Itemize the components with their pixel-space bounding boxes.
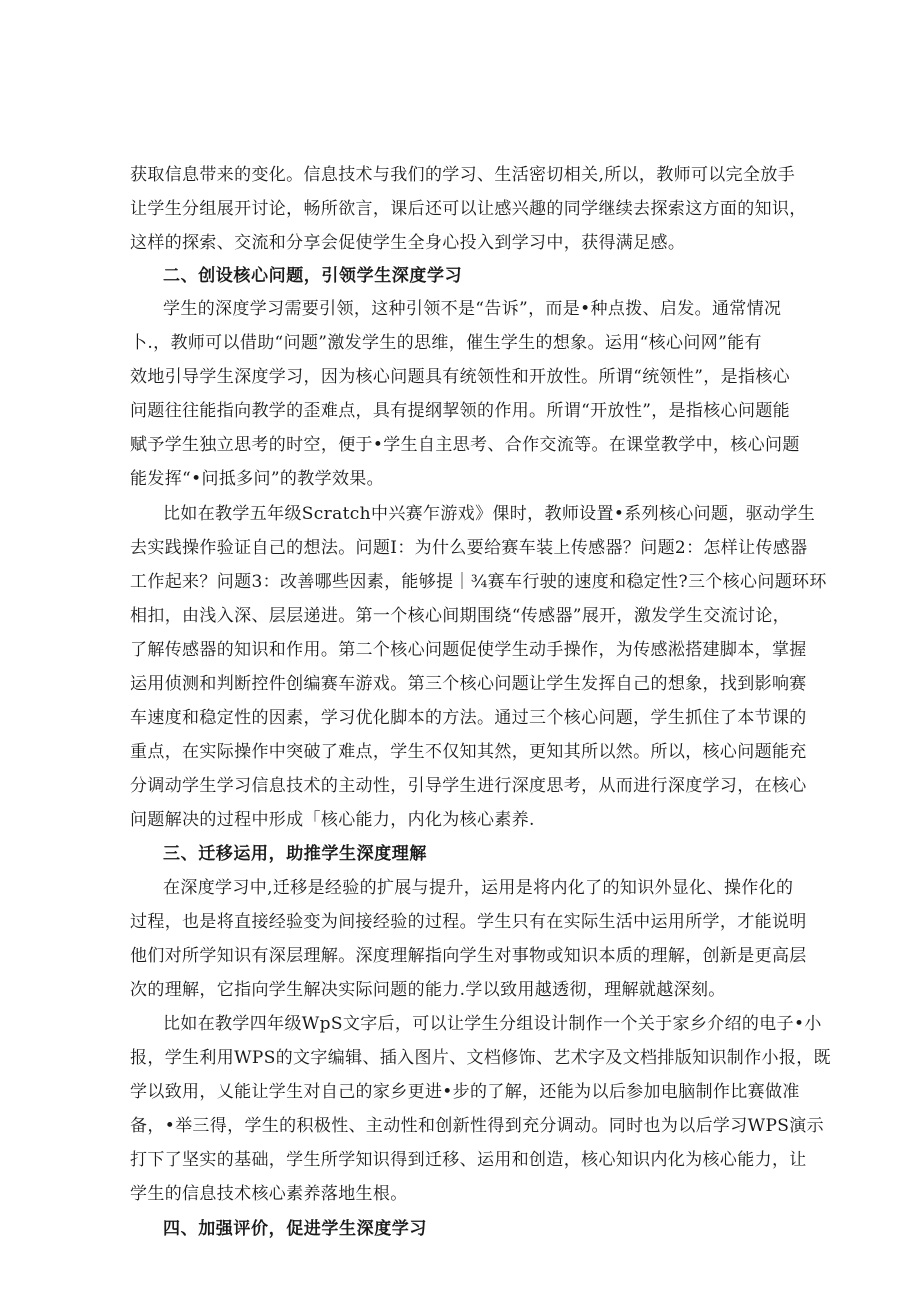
- text-line: 问题解决的过程中形成「核心能力，内化为核心素养.: [130, 810, 535, 830]
- text-line: 学以致用，乂能让学生对自己的家乡更进•步的了解，还能为以后参加电脑制作比赛做准: [130, 1082, 800, 1102]
- text-line: 在深度学习中,迁移是经验的扩展与提升，运用是将内化了的知识外显化、操作化的: [163, 878, 794, 898]
- text-line: 工作起来？问题3：改善哪些因素，能够提｜¾赛车行驶的速度和稳定性?三个核心问题环环: [130, 572, 827, 592]
- text-line: 打下了坚实的基础，学生所学知识得到迁移、运用和创造，核心知识内化为核心能力，让: [130, 1150, 807, 1170]
- text-line: 比如在教学四年级WpS文字后，可以让学生分组设计制作一个关于家乡介绍的电子•小: [163, 1014, 822, 1034]
- section-heading-3: 三、迁移运用，助推学生深度理解: [163, 844, 427, 864]
- text-line: 去实践操作验证自己的想法。问题I：为什么要给赛车装上传感器？问题2：怎样让传感器: [130, 538, 808, 558]
- text-line: 过程，也是将直接经验变为间接经验的过程。学生只有在实际生活中运用所学，才能说明: [130, 912, 807, 932]
- text-line: 学生的深度学习需要引领，这种引领不是“告诉”，而是•种点拨、启发。通常情况: [163, 299, 782, 319]
- text-line: 备，•举三得，学生的积极性、主动性和创新性得到充分调动。同时也为以后学习WPS演示: [130, 1116, 824, 1136]
- text-line: 问题往往能指向教学的歪难点，具有提纲挈领的作用。所谓“开放性”，是指核心问题能: [130, 401, 791, 421]
- text-line: 他们对所学知识有深层理解。深度理解指向学生对事物或知识本质的理解，创新是更高层: [130, 946, 807, 966]
- text-line: 赋予学生独立思考的时空，便于•学生自主思考、合作交流等。在课堂教学中，核心问题: [130, 435, 800, 455]
- text-line: 车速度和稳定性的因素，学习优化脚本的方法。通过三个核心问题，学生抓住了本节课的: [130, 708, 807, 728]
- text-line: 这样的探索、交流和分享会促使学生全身心投入到学习中，获得满足感。: [130, 233, 686, 253]
- section-heading-2: 二、创设核心问题，引领学生深度学习: [163, 266, 463, 286]
- text-line: 了解传感器的知识和作用。第二个核心问题促使学生动手操作，为传感淞搭建脚本，掌握: [130, 640, 807, 660]
- text-line: 卜.，教师可以借助“问题”激发学生的思维，催生学生的想象。运用“核心问网”能有: [130, 333, 762, 353]
- text-line: 能发挥“•问抵多问”的教学效果。: [130, 469, 385, 489]
- text-line: 学生的信息技术核心素养落地生根。: [130, 1184, 408, 1204]
- section-heading-4: 四、加强评价，促进学生深度学习: [163, 1219, 427, 1239]
- text-line: 获取信息带来的变化。信息技术与我们的学习、生活密切相关,所以，教师可以完全放手: [130, 165, 796, 185]
- text-line: 重点，在实际操作中突破了难点，学生不仅知其然，更知其所以然。所以，核心问题能充: [130, 742, 807, 762]
- text-line: 报，学生利用WPS的文字编辑、插入图片、文档修饰、艺术字及文档排版知识制作小报，既: [130, 1048, 831, 1068]
- text-line: 分调动学生学习信息技术的主动性，引导学生进行深度思考，从而进行深度学习，在核心: [130, 776, 807, 796]
- text-line: 让学生分组展开讨论，畅所欲言，课后还可以让感兴趣的同学继续去探索这方面的知识，: [130, 199, 807, 219]
- text-line: 相扣，由浅入深、层层递进。第一个核心间期围绕“传感器”展开，激发学生交流讨论，: [130, 606, 791, 626]
- text-line: 运用侦测和判断控件创编赛车游戏。第三个核心问题让学生发挥自己的想象，找到影响赛: [130, 674, 807, 694]
- text-line: 效地引导学生深度学习，因为核心问题具有统领性和开放性。所谓“统领性”，是指核心: [130, 367, 791, 387]
- text-line: 次的理解，它指向学生解决实际问题的能力.学以致用越透彻，理解就越深刻。: [130, 980, 726, 1000]
- text-line: 比如在教学五年级Scratch中兴赛乍游戏》倮时，教师设置•系列核心问题，驱动学生: [163, 504, 816, 524]
